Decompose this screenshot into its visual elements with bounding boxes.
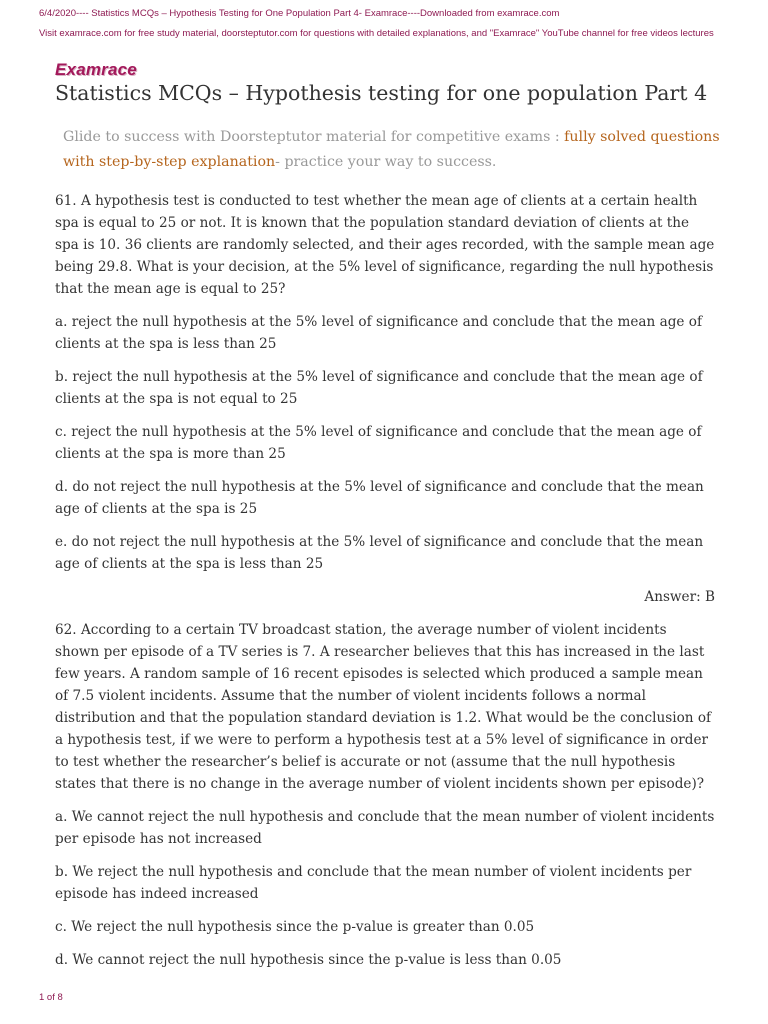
page-counter: 1 of 8	[39, 992, 63, 1003]
option-b: b. reject the null hypothesis at the 5% level of significance and conclude that the mean age of clients at the spa is not equal to 25	[55, 369, 703, 407]
option-d: d. We cannot reject the null hypothesis since the p-value is less than 0.05	[55, 952, 562, 968]
option-a: a. reject the null hypothesis at the 5% level of significance and conclude that the mean age of clients at the spa is less than 25	[55, 314, 702, 352]
question-61	[55, 190, 715, 608]
option-c: c. reject the null hypothesis at the 5% level of significance and conclude that the mean age of clients at the spa is more than 25	[55, 424, 702, 462]
question-text: 62. According to a certain TV broadcast station, the average number of violent incidents shown per episode of a TV series is 7. A researcher believes that this has increased in the last few years. A random sample of 16 recent episodes is selected which produced a sample mean of 7.5 violent incidents. Assume that the number of violent incidents follows a normal distribution and that the population standard deviation is 1.2. What would be the conclusion of a hypothesis test, if we were to perform a hypothesis test at a 5% level of significance in order to test whether the researcher’s belief is accurate or not (assume that the null hypothesis states that there is no change in the average number of violent incidents shown per episode)?	[55, 622, 712, 792]
print-header-url-line: 6/4/2020---- Statistics MCQs – Hypothesis Testing for One Population Part 4- Examrace----Downloaded from examrace.com	[39, 8, 560, 19]
question-text: 61. A hypothesis test is conducted to test whether the mean age of clients at a certain health spa is equal to 25 or not. It is known that the population standard deviation of clients at the spa is 10. 36 clients are randomly selected, and their ages recorded, with the sample mean age being 29.8. What is your decision, at the 5% level of significance, regarding the null hypothesis that the mean age is equal to 25?	[55, 193, 715, 297]
examrace-logo: Examrace	[55, 60, 137, 79]
print-header-notice: Visit examrace.com for free study material, doorsteptutor.com for questions with detailed explanations, and "Examrace" YouTube channel for free videos lectures	[39, 28, 714, 39]
promo-banner	[63, 125, 723, 175]
answer-label: Answer: B	[644, 589, 715, 605]
page-title: Statistics MCQs – Hypothesis testing for one population Part 4	[55, 81, 708, 105]
question-62	[55, 619, 715, 971]
promo-prefix: Glide to success with Doorsteptutor material for competitive exams :	[63, 129, 565, 145]
option-a: a. We cannot reject the null hypothesis and conclude that the mean number of violent incidents per episode has not increased	[55, 809, 715, 847]
option-e: e. do not reject the null hypothesis at the 5% level of significance and conclude that the mean age of clients at the spa is less than 25	[55, 534, 704, 572]
option-b: b. We reject the null hypothesis and conclude that the mean number of violent incidents per episode has indeed increased	[55, 864, 692, 902]
question-list	[55, 190, 715, 971]
promo-suffix: - practice your way to success.	[275, 154, 497, 170]
promo-link[interactable]: fully solved questions with step-by-step explanation	[63, 129, 720, 170]
option-c: c. We reject the null hypothesis since the p-value is greater than 0.05	[55, 919, 535, 935]
option-d: d. do not reject the null hypothesis at the 5% level of significance and conclude that the mean age of clients at the spa is 25	[55, 479, 704, 517]
